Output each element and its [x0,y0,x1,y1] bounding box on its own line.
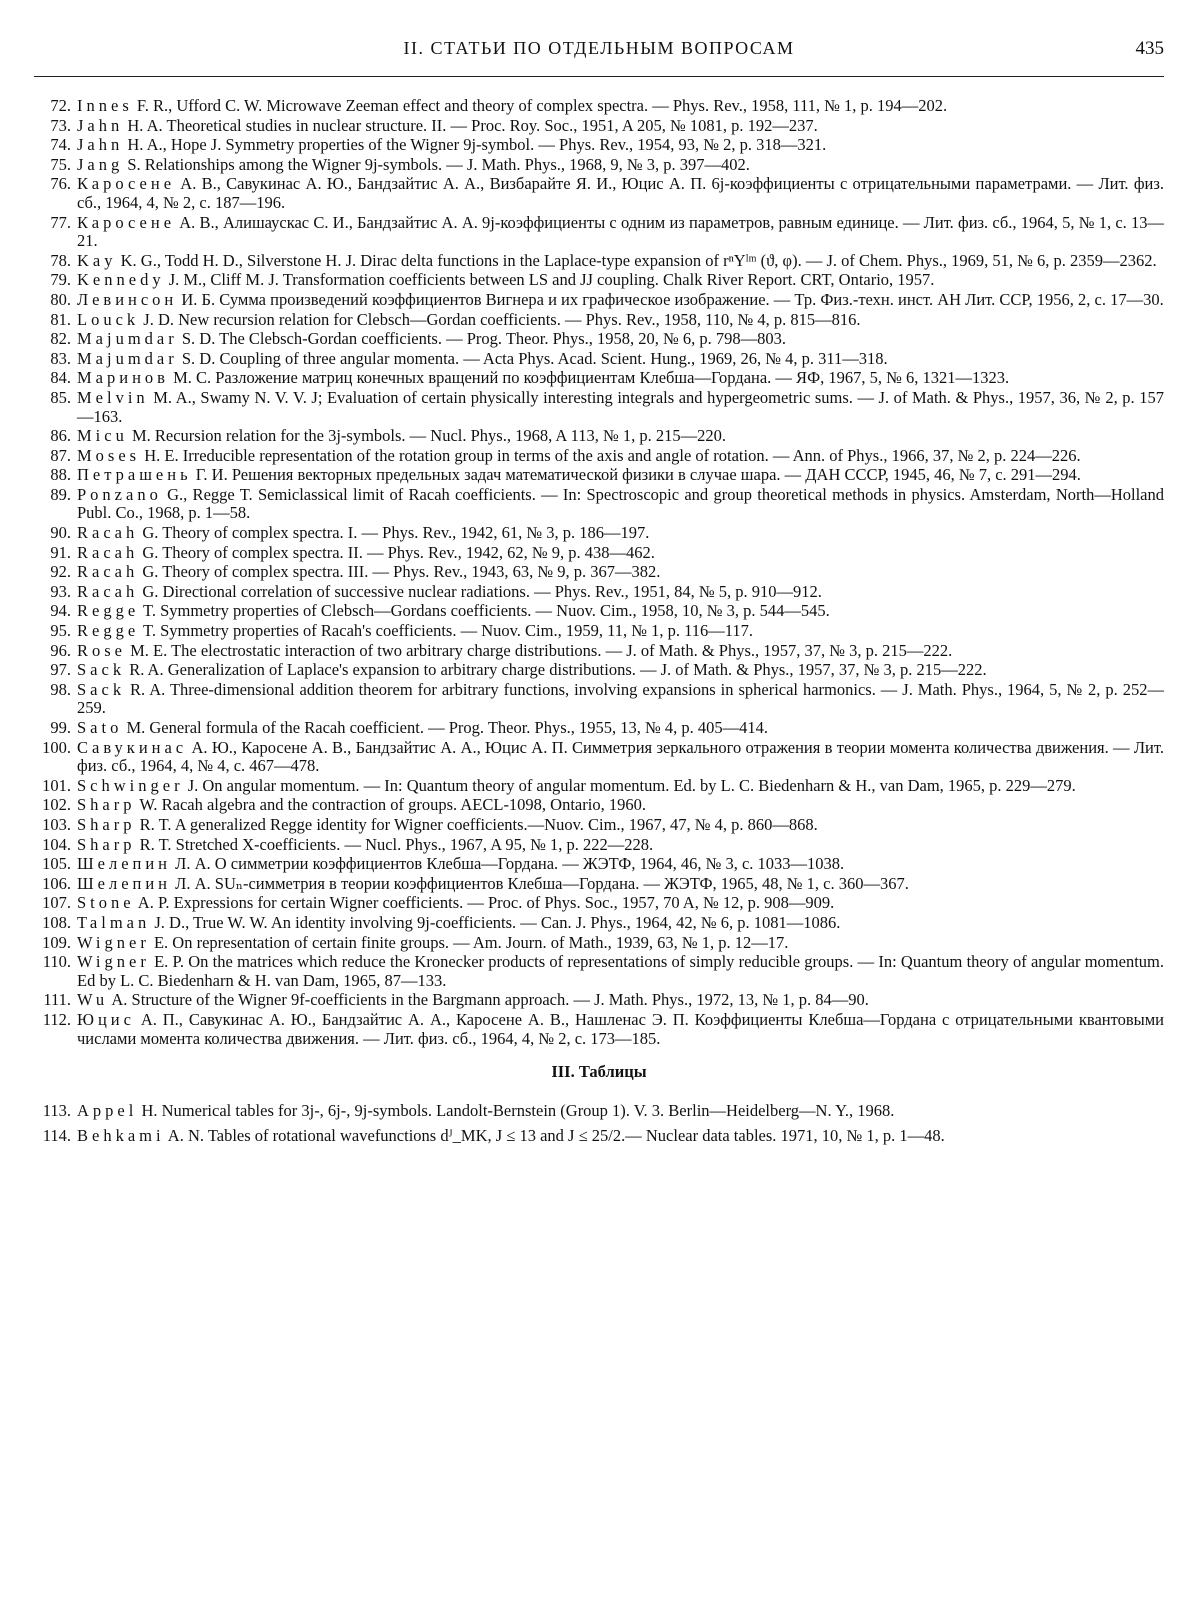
reference-number: 114. [42,1125,71,1145]
reference-body [77,991,1164,1010]
reference-item [34,1011,1164,1048]
reference-author: Kay [77,250,117,270]
reference-item [34,875,1164,894]
reference-number: 105. [42,854,71,874]
reference-author: Каросене [77,212,176,232]
reference-number: 81. [50,309,71,329]
reference-body [77,350,1164,369]
reference-number: 95. [50,621,71,641]
reference-text: R. T. Stretched X-coefficients. — Nucl. Phys., 1967, A 95, № 1, p. 222—228. [135,834,654,854]
reference-text: А. Ю., Каросене А. В., Бандзайтис А. А., Юцис А. П. Симметрия зеркального отражения в теории момента количества движения. — Лит. физ. сб., 1964, 4, № 4, с. 467—478. [77,737,1164,776]
reference-item [34,389,1164,426]
reference-number: 78. [50,250,71,270]
reference-body [77,330,1164,349]
reference-number: 94. [50,601,71,621]
reference-number: 74. [50,135,71,155]
reference-author: Савукинас [77,737,188,757]
reference-text: M. Recursion relation for the 3j-symbols. — Nucl. Phys., 1968, A 113, № 1, p. 215—220. [127,426,726,446]
reference-list [34,97,1164,1048]
reference-number: 91. [50,542,71,562]
reference-text: E. On representation of certain finite groups. — Am. Journ. of Math., 1939, 63, № 1, p. 12—17. [149,932,789,952]
reference-item [34,739,1164,776]
reference-number: 108. [42,912,71,932]
reference-author: Левинсон [77,289,178,309]
reference-author: Петрашень [77,465,192,485]
reference-body [77,914,1164,933]
reference-number: 109. [42,932,71,952]
reference-author: Шелепин [77,873,172,893]
reference-number: 97. [50,660,71,680]
reference-author: Majumdar [77,348,178,368]
reference-author: Маринов [77,368,169,388]
reference-text: J. On angular momentum. — In: Quantum theory of angular momentum. Ed. by L. C. Biedenharn & H., van Dam, 1965, p. 229—279. [183,775,1076,795]
reference-author: Ponzano [77,484,162,504]
reference-item [34,836,1164,855]
reference-body [77,175,1164,212]
reference-author: Sack [77,660,126,680]
reference-body [77,796,1164,815]
reference-body [77,389,1164,426]
reference-number: 89. [50,484,71,504]
reference-text: Г. И. Решения векторных предельных задач математической физики в случае шара. — ДАН СССР, 1945, 46, № 7, с. 291—294. [191,465,1081,485]
reference-author: Sharp [77,834,136,854]
reference-item [34,622,1164,641]
reference-text: A. Structure of the Wigner 9f-coefficients in the Bargmann approach. — J. Math. Phys., 1972, 13, № 1, p. 84—90. [108,990,869,1010]
reference-number: 107. [42,893,71,913]
reference-body [77,117,1164,136]
reference-author: Behkami [77,1125,165,1145]
reference-body [77,252,1164,271]
reference-item [34,136,1164,155]
reference-number: 102. [42,795,71,815]
reference-body [77,1127,1164,1146]
reference-text: F. R., Ufford C. W. Microwave Zeeman effect and theory of complex spectra. — Phys. Rev., 1958, 111, № 1, p. 194—202. [132,96,948,115]
section-title: III. Таблицы [551,1062,647,1082]
reference-item [34,719,1164,738]
reference-text: G. Directional correlation of successive nuclear radiations. — Phys. Rev., 1951, 84, № 5, p. 910—912. [138,581,822,601]
reference-body [77,816,1164,835]
reference-item [34,330,1164,349]
reference-author: Micu [77,426,128,446]
reference-item [34,311,1164,330]
reference-number: 103. [42,814,71,834]
reference-body [77,719,1164,738]
reference-author: Sato [77,718,123,737]
reference-body [77,311,1164,330]
reference-item [34,681,1164,718]
reference-body [77,622,1164,641]
reference-item [34,855,1164,874]
reference-body [77,291,1164,310]
reference-number: 98. [50,679,71,699]
reference-number: 101. [42,775,71,795]
reference-body [77,1102,1164,1121]
reference-text: G. Theory of complex spectra. III. — Phys. Rev., 1943, 63, № 9, p. 367—382. [138,562,661,582]
reference-item [34,602,1164,621]
reference-body [77,875,1164,894]
reference-text: T. Symmetry properties of Racah's coefficients. — Nuov. Cim., 1959, 11, № 1, p. 116—117. [139,621,754,641]
reference-body [77,447,1164,466]
reference-text: E. P. On the matrices which reduce the Kronecker products of representations of simply reducible groups. — In: Quantum theory of angular momentum. Ed by L. C. Biedenharn & H. van Dam, 1965, 87—133. [77,952,1164,990]
reference-body [77,642,1164,661]
reference-text: S. D. The Clebsch-Gordan coefficients. — Prog. Theor. Phys., 1958, 20, № 6, p. 798—803. [177,329,787,349]
reference-author: Innes [77,96,133,115]
reference-author: Sharp [77,795,136,815]
reference-text: G. Theory of complex spectra. II. — Phys. Rev., 1942, 62, № 9, p. 438—462. [138,542,655,562]
reference-body [77,661,1164,680]
reference-item [34,991,1164,1010]
reference-item [34,466,1164,485]
reference-text: И. Б. Сумма произведений коэффициентов Вигнера и их графическое изображение. — Тр. Физ.-техн. инст. АН Лит. ССР, 1956, 2, с. 17—30. [177,289,1164,309]
reference-item [34,934,1164,953]
reference-number: 84. [50,368,71,388]
reference-body [77,602,1164,621]
reference-author: Racah [77,542,139,562]
reference-item [34,97,1164,116]
reference-author: Wu [77,990,109,1010]
reference-body [77,369,1164,388]
reference-author: Jahn [77,115,124,135]
reference-number: 100. [42,737,71,757]
reference-body [77,1011,1164,1048]
reference-text: R. A. Three-dimensional addition theorem for arbitrary functions, involving expansions in spherical harmonics. — J. Math. Phys., 1964, 5, № 2, p. 252—259. [77,679,1164,718]
reference-number: 77. [50,212,71,232]
reference-item [34,524,1164,543]
reference-item [34,777,1164,796]
reference-item [34,583,1164,602]
reference-list-tables [34,1102,1164,1145]
reference-body [77,855,1164,874]
reference-number: 90. [50,523,71,543]
reference-item [34,894,1164,913]
reference-text: J. M., Cliff M. J. Transformation coefficients between LS and JJ coupling. Chalk River Report. CRT, Ontario, 1957. [164,270,935,290]
reference-number: 113. [42,1101,71,1121]
reference-text: А. В., Савукинас А. Ю., Бандзайтис А. А., Визбарайте Я. И., Юцис А. П. 6j-коэффициенты с отрицательными параметрами. — Лит. физ. сб., 1964, 4, № 2, с. 187—196. [77,174,1164,212]
running-head: II. СТАТЬИ ПО ОТДЕЛЬНЫМ ВОПРОСАМ [403,38,795,58]
reference-item [34,544,1164,563]
reference-number: 72. [50,96,71,115]
reference-item [34,427,1164,446]
reference-body [77,583,1164,602]
reference-text: H. A., Hope J. Symmetry properties of the Wigner 9j-symbol. — Phys. Rev., 1954, 93, № 2, p. 318—321. [123,135,827,155]
reference-text: G., Regge T. Semiclassical limit of Racah coefficients. — In: Spectroscopic and group theoretical methods in physics. Amsterdam, North—Holland Publ. Co., 1968, p. 1—58. [77,484,1164,523]
reference-text: А. П., Савукинас А. Ю., Бандзайтис А. А., Каросене А. В., Нашленас Э. П. Коэффициенты Клебша—Гордана с отрицательными квантовыми числами момента количества движения. — Лит. физ. сб., 1964, 4, № 2, с. 173—185. [77,1009,1164,1048]
page-header [34,0,1164,77]
reference-author: Sharp [77,814,136,834]
reference-number: 83. [50,348,71,368]
reference-body [77,739,1164,776]
reference-author: Regge [77,621,140,641]
reference-number: 96. [50,640,71,660]
reference-author: Talman [77,912,151,932]
reference-item [34,117,1164,136]
reference-item [34,642,1164,661]
reference-item [34,1127,1164,1146]
reference-author: Moses [77,445,141,465]
reference-author: Majumdar [77,329,178,349]
book-page [34,0,1164,1606]
reference-text: M. General formula of the Racah coefficient. — Prog. Theor. Phys., 1955, 13, № 4, p. 405—414. [122,718,769,737]
reference-author: Schwinger [77,775,184,795]
reference-author: Wigner [77,952,150,972]
reference-body [77,156,1164,175]
reference-number: 111. [43,990,71,1010]
reference-body [77,563,1164,582]
reference-body [77,427,1164,446]
reference-item [34,214,1164,251]
reference-text: J. D., True W. W. An identity involving 9j-coefficients. — Can. J. Phys., 1964, 42, № 6, p. 1081—1086. [150,912,841,932]
reference-text: S. Relationships among the Wigner 9j-symbols. — J. Math. Phys., 1968, 9, № 3, p. 397—402. [123,154,750,174]
reference-author: Racah [77,581,139,601]
reference-author: Kennedy [77,270,165,290]
reference-item [34,563,1164,582]
reference-body [77,271,1164,290]
reference-text: A. N. Tables of rotational wavefunctions dᴶ_MK, J ≤ 13 and J ≤ 25/2.— Nuclear data tables. 1971, 10, № 1, p. 1—48. [164,1125,945,1145]
page-number: 435 [1135,38,1164,59]
reference-number: 85. [50,387,71,407]
reference-text: Л. А. SUₙ-симметрия в теории коэффициентов Клебша—Гордана. — ЖЭТФ, 1965, 48, № 1, с. 360—367. [171,873,909,893]
reference-author: Jang [77,154,124,174]
reference-text: W. Racah algebra and the contraction of groups. AECL-1098, Ontario, 1960. [135,795,646,815]
reference-text: R. T. A generalized Regge identity for Wigner coefficients.—Nuov. Cim., 1967, 47, № 4, p. 860—868. [135,814,818,834]
reference-item [34,1102,1164,1121]
reference-item [34,796,1164,815]
reference-body [77,136,1164,155]
reference-author: Racah [77,562,139,582]
reference-body [77,836,1164,855]
reference-number: 73. [50,115,71,135]
reference-text: H. Numerical tables for 3j-, 6j-, 9j-symbols. Landolt-Bernstein (Group 1). V. 3. Berlin—Heidelberg—N. Y., 1968. [137,1101,895,1121]
reference-author: Шелепин [77,854,172,874]
reference-item [34,661,1164,680]
reference-author: Юцис [77,1009,135,1029]
reference-body [77,953,1164,990]
reference-item [34,291,1164,310]
reference-item [34,156,1164,175]
reference-body [77,681,1164,718]
reference-author: Melvin [77,387,149,407]
reference-body [77,777,1164,796]
reference-item [34,486,1164,523]
reference-body [77,486,1164,523]
reference-number: 79. [50,270,71,290]
reference-text: J. D. New recursion relation for Clebsch—Gordan coefficients. — Phys. Rev., 1958, 110, № 4, p. 815—816. [139,309,861,329]
reference-author: Appel [77,1101,138,1121]
reference-number: 82. [50,329,71,349]
reference-text: M. E. The electrostatic interaction of two arbitrary charge distributions. — J. of Math. & Phys., 1957, 37, № 3, p. 215—222. [126,640,953,660]
reference-body [77,934,1164,953]
reference-number: 87. [50,445,71,465]
reference-text: A. P. Expressions for certain Wigner coefficients. — Proc. of Phys. Soc., 1957, 70 A, № 12, p. 908—909. [134,893,835,913]
reference-item [34,350,1164,369]
reference-number: 112. [42,1009,71,1029]
reference-item [34,914,1164,933]
reference-number: 93. [50,581,71,601]
reference-item [34,369,1164,388]
reference-item [34,447,1164,466]
reference-number: 76. [50,174,71,194]
reference-item [34,953,1164,990]
reference-number: 80. [50,289,71,309]
reference-number: 110. [42,952,71,972]
reference-number: 104. [42,834,71,854]
reference-number: 92. [50,562,71,582]
reference-author: Wigner [77,932,150,952]
reference-body [77,214,1164,251]
reference-text: Л. А. О симметрии коэффициентов Клебша—Гордана. — ЖЭТФ, 1964, 46, № 3, с. 1033—1038. [171,854,845,874]
reference-body [77,97,1164,116]
reference-text: S. D. Coupling of three angular momenta. — Acta Phys. Acad. Scient. Hung., 1969, 26, № 4, p. 311—318. [177,348,888,368]
reference-author: Racah [77,523,139,543]
reference-text: T. Symmetry properties of Clebsch—Gordans coefficients. — Nuov. Cim., 1958, 10, № 3, p. 544—545. [139,601,830,621]
reference-item [34,271,1164,290]
reference-author: Каросене [77,174,176,194]
reference-author: Jahn [77,135,124,155]
reference-text: K. G., Todd H. D., Silverstone H. J. Dirac delta functions in the Laplace-type expansion of rⁿYˡᵐ (ϑ, φ). — J. of Chem. Phys., 1969, 51, № 6, p. 2359—2362. [116,250,1157,270]
reference-number: 86. [50,426,71,446]
reference-number: 99. [50,718,71,737]
reference-text: R. A. Generalization of Laplace's expansion to arbitrary charge distributions. — J. of Math. & Phys., 1957, 37, № 3, p. 215—222. [125,660,987,680]
reference-text: А. В., Алишаускас С. И., Бандзайтис А. А. 9j-коэффициенты с одним из параметров, равным единице. — Лит. физ. сб., 1964, 5, № 1, с. 13—21. [77,212,1164,251]
reference-number: 106. [42,873,71,893]
reference-author: Sack [77,679,126,699]
reference-body [77,544,1164,563]
reference-author: Rose [77,640,126,660]
reference-author: Louck [77,309,140,329]
reference-number: 75. [50,154,71,174]
reference-text: M. A., Swamy N. V. V. J; Evaluation of certain physically interesting integrals and hypergeometric sums. — J. of Math. & Phys., 1957, 36, № 2, p. 157—163. [77,387,1164,426]
reference-body [77,524,1164,543]
reference-body [77,894,1164,913]
reference-text: G. Theory of complex spectra. I. — Phys. Rev., 1942, 61, № 3, p. 186—197. [138,523,650,543]
reference-author: Regge [77,601,140,621]
reference-item [34,175,1164,212]
reference-text: H. E. Irreducible representation of the rotation group in terms of the axis and angle of rotation. — Ann. of Phys., 1966, 37, № 2, p. 224—226. [140,445,1081,465]
reference-number: 88. [50,465,71,485]
reference-author: Stone [77,893,135,913]
reference-body [77,466,1164,485]
reference-text: H. A. Theoretical studies in nuclear structure. II. — Proc. Roy. Soc., 1951, A 205, № 1081, p. 192—237. [123,115,818,135]
reference-text: М. С. Разложение матриц конечных вращений по коэффициентам Клебша—Гордана. — ЯФ, 1967, 5, № 6, 1321—1323. [168,368,1010,388]
reference-item [34,252,1164,271]
reference-item [34,816,1164,835]
